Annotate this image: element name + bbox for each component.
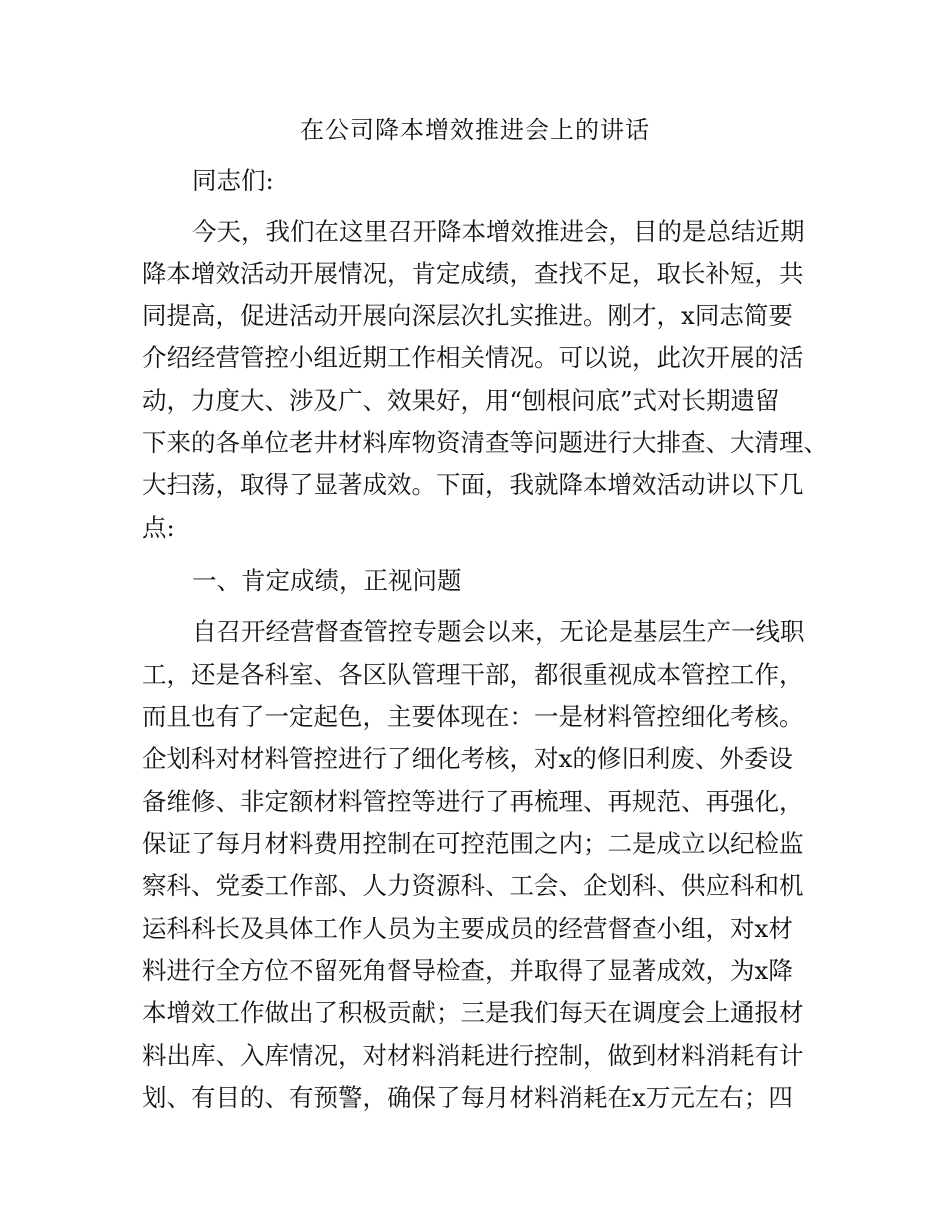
section-heading: 一、肯定成绩，正视问题 — [192, 566, 462, 595]
text-line: 下来的各单位老井材料库物资清查等问题进行大排查、大清理、 — [142, 428, 828, 457]
text-line: 工，还是各科室、各区队管理干部，都很重视成本管控工作， — [142, 660, 804, 689]
text-line: 点: — [142, 513, 175, 542]
text-line: 而且也有了一定起色，主要体现在：一是材料管控细化考核。 — [142, 702, 804, 731]
text-line: 同提高，促进活动开展向深层次扎实推进。刚才，x同志简要 — [142, 301, 793, 330]
text-line: 降本增效活动开展情况，肯定成绩，查找不足，取长补短，共 — [142, 259, 804, 288]
text-line: 动，力度大、涉及广、效果好，用“刨根问底”式对长期遗留 — [142, 386, 780, 415]
text-line: 划、有目的、有预警，确保了每月材料消耗在x万元左右；四 — [142, 1083, 793, 1112]
text-line: 察科、党委工作部、人力资源科、工会、企划科、供应科和机 — [142, 871, 804, 900]
text-line: 备维修、非定额材料管控等进行了再梳理、再规范、再强化， — [142, 787, 804, 816]
text-line: 本增效工作做出了积极贡献；三是我们每天在调度会上通报材 — [142, 998, 804, 1027]
text-line: 料出库、入库情况，对材料消耗进行控制，做到材料消耗有计 — [142, 1041, 804, 1070]
text-line: 料进行全方位不留死角督导检查，并取得了显著成效，为x降 — [142, 956, 793, 985]
text-line: 今天，我们在这里召开降本增效推进会，目的是总结近期 — [192, 217, 805, 246]
text-line: 保证了每月材料费用控制在可控范围之内；二是成立以纪检监 — [142, 829, 804, 858]
text-line: 企划科对材料管控进行了细化考核，对x的修旧利废、外委设 — [142, 744, 793, 773]
page-title: 在公司降本增效推进会上的讲话 — [300, 116, 650, 144]
text-line: 自召开经营督查管控专题会以来，无论是基层生产一线职 — [192, 617, 805, 646]
text-line: 运科科长及具体工作人员为主要成员的经营督查小组，对x材 — [142, 914, 793, 943]
text-line: 大扫荡，取得了显著成效。下面，我就降本增效活动讲以下几 — [142, 470, 804, 499]
text-line: 介绍经营管控小组近期工作相关情况。可以说，此次开展的活 — [142, 343, 804, 372]
text-line: 同志们: — [192, 166, 274, 195]
